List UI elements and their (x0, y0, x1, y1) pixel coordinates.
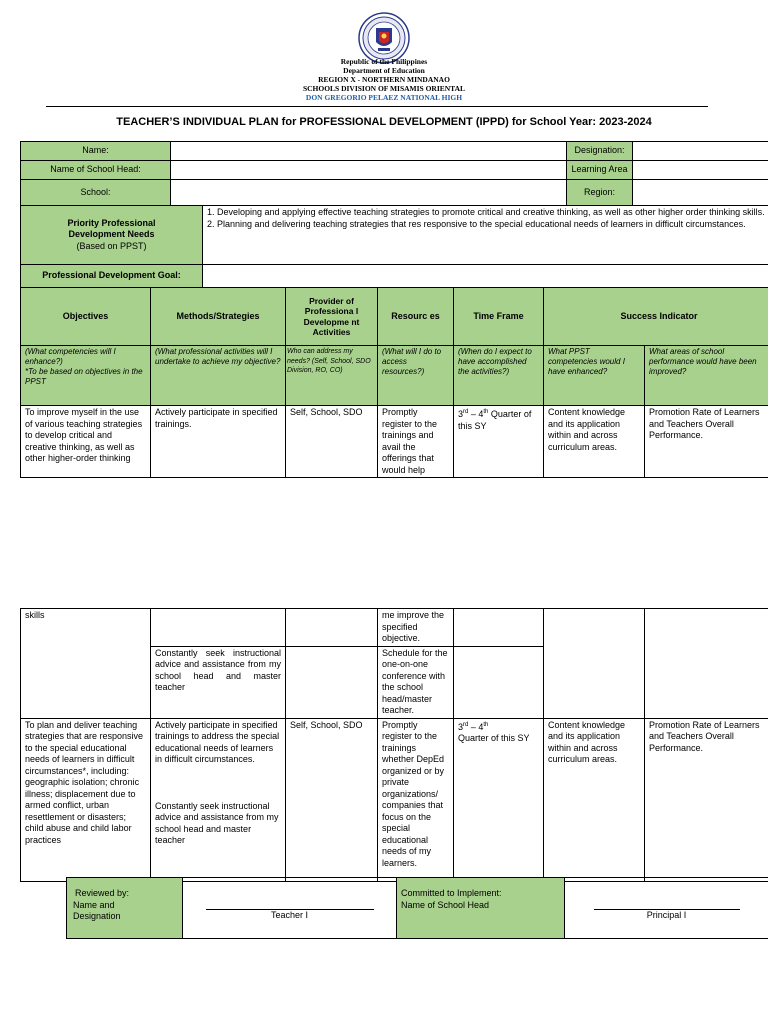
school-label: School: (21, 180, 171, 206)
teacher-title: Teacher I (270, 910, 309, 920)
guide-objectives (21, 346, 151, 406)
guide-success-a: What PPST competencies would I have enhanced? (544, 346, 645, 406)
row1-provider-blank (286, 609, 378, 647)
row1-time-blank (454, 609, 544, 647)
priority-needs-label (21, 206, 203, 265)
priority-needs-table (20, 205, 768, 288)
plan-table-page2 (20, 608, 768, 882)
school-head-value[interactable] (171, 161, 567, 180)
principal-title: Principal I (646, 910, 687, 920)
learning-area-label: Learning Area (567, 161, 633, 180)
guide-success-b: What areas of school performance would have been improved? (645, 346, 768, 406)
priority-label-line3: (Based on PPST) (76, 240, 147, 251)
row1-method-blank (151, 609, 286, 647)
row1-provider: Self, School, SDO (286, 406, 378, 478)
header-divider (46, 106, 708, 107)
school-head-text: Name of School Head (401, 899, 490, 910)
document-title: TEACHER’S INDIVIDUAL PLAN for PROFESSIONAL DEVELOPMENT (IPPD) for School Year: 2023-2024 (116, 116, 652, 128)
department-line: Department of Education (343, 66, 425, 75)
committed-label (397, 878, 565, 939)
guide-objectives-b: *To be based on objectives in the PPST (25, 367, 143, 386)
principal-signature[interactable] (565, 878, 768, 939)
col-objectives: Objectives (21, 288, 151, 346)
row1-resource2: Schedule for the one-on-one conference with the school head/master teacher. (378, 646, 454, 718)
col-resources: Resourc es (378, 288, 454, 346)
row1-provider2-blank (286, 646, 378, 718)
priority-need-2: 2. Planning and delivering teaching strategies that res responsive to the special educational needs of learners in difficult circumstances. (207, 218, 746, 229)
teacher-info-table (20, 141, 768, 206)
region-label: Region: (567, 180, 633, 206)
region-line: REGION X - NORTHERN MINDANAO (318, 75, 450, 84)
row1-success-b: Promotion Rate of Learners and Teachers Overall Performance. (645, 406, 768, 478)
row2-success-b: Promotion Rate of Learners and Teachers Overall Performance. (645, 718, 768, 881)
row2-success-a: Content knowledge and its application within and across curriculum areas. (544, 718, 645, 881)
school-value[interactable] (171, 180, 567, 206)
pd-goal-label: Professional Development Goal: (21, 265, 203, 288)
row1-time2-blank (454, 646, 544, 718)
guide-objectives-a: (What competencies will I enhance?) (25, 347, 116, 366)
col-provider: Provider of Professiona l Developme nt Activities (286, 288, 378, 346)
priority-needs-value (203, 206, 768, 265)
guide-methods: (What professional activities will I undertake to achieve my objective? (151, 346, 286, 406)
row1-time-frame: 3rd – 4th Quarter of this SY (454, 406, 544, 478)
school-line: DON GREGORIO PELAEZ NATIONAL HIGH (305, 93, 463, 102)
row1-resource-cont: me improve the specified objective. (378, 609, 454, 647)
row1-resource: Promptly register to the trainings and avail the offerings that would help (378, 406, 454, 478)
reviewed-by-label (67, 878, 183, 939)
designation-label: Designation: (567, 142, 633, 161)
col-methods: Methods/Strategies (151, 288, 286, 346)
designation-value[interactable] (633, 142, 768, 161)
row1-success-b-blank (645, 609, 768, 719)
row2-time-frame: 3rd – 4th Quarter of this SY (454, 718, 544, 881)
school-head-label: Name of School Head: (21, 161, 171, 180)
row2-provider: Self, School, SDO (286, 718, 378, 881)
row1-success-a-blank (544, 609, 645, 719)
signature-table (66, 877, 768, 939)
row2-resource: Promptly register to the trainings whether DepEd organized or by private organizations/ companies that focus on the special educational needs of my learners. (378, 718, 454, 881)
name-designation-a: Name and (73, 899, 115, 910)
name-designation-b: Designation (73, 911, 121, 921)
committed-text: Committed to Implement: (401, 888, 502, 898)
col-success-indicator: Success Indicator (544, 288, 768, 346)
row1-success-a: Content knowledge and its application within and across curriculum areas. (544, 406, 645, 478)
row2-method-cell (151, 718, 286, 881)
pd-goal-value[interactable] (203, 265, 768, 288)
region-value[interactable] (633, 180, 768, 206)
guide-resources: (What will I do to access resources?) (378, 346, 454, 406)
letterhead (0, 57, 768, 102)
guide-time-frame: (When do I expect to have accomplished the activities?) (454, 346, 544, 406)
row1-objective-cont: skills (21, 609, 151, 719)
reviewed-by-text: Reviewed by: (75, 888, 130, 898)
row1-method: Actively participate in specified trainings. (151, 406, 286, 478)
learning-area-value[interactable] (633, 161, 768, 180)
priority-need-1: 1. Developing and applying effective teaching strategies to promote critical and creative thinking, as well as other higher order thinking skills. (207, 207, 765, 217)
name-value[interactable] (171, 142, 567, 161)
plan-table-page1 (20, 287, 768, 478)
row2-time-frame-b: Quarter of this SY (458, 733, 530, 743)
row1-objective: To improve myself in the use of various teaching strategies to develop critical and creative thinking, as well as other higher-order thinking (21, 406, 151, 478)
row2-method: Actively participate in specified trainings to address the special educational needs of learners in difficult circumstances. (155, 719, 280, 764)
row2-method2: Constantly seek instructional advice and assistance from my school head and master teacher (155, 800, 279, 845)
teacher-signature[interactable] (183, 878, 397, 939)
priority-label-line2: Development Needs (68, 229, 155, 240)
row1-method2: Constantly seek instructional advice and assistance from my school head and master teacher (151, 646, 286, 718)
name-label: Name: (21, 142, 171, 161)
row2-objective: To plan and deliver teaching strategies that are responsive to the special educational needs of learners in difficult circumstances*, including: geographic isolation; chronic illness; displacement due to armed conflict, urban resettlement or disasters; child abuse and child labor practices (21, 718, 151, 881)
guide-provider: Who can address my needs? (Self, School, SDO Division, RO, CO) (286, 346, 378, 406)
col-time-frame: Time Frame (454, 288, 544, 346)
republic-line: Republic of the Philippines (340, 57, 428, 66)
division-line: SCHOOLS DIVISION OF MISAMIS ORIENTAL (302, 84, 466, 93)
priority-label-line1: Priority Professional (67, 217, 156, 228)
